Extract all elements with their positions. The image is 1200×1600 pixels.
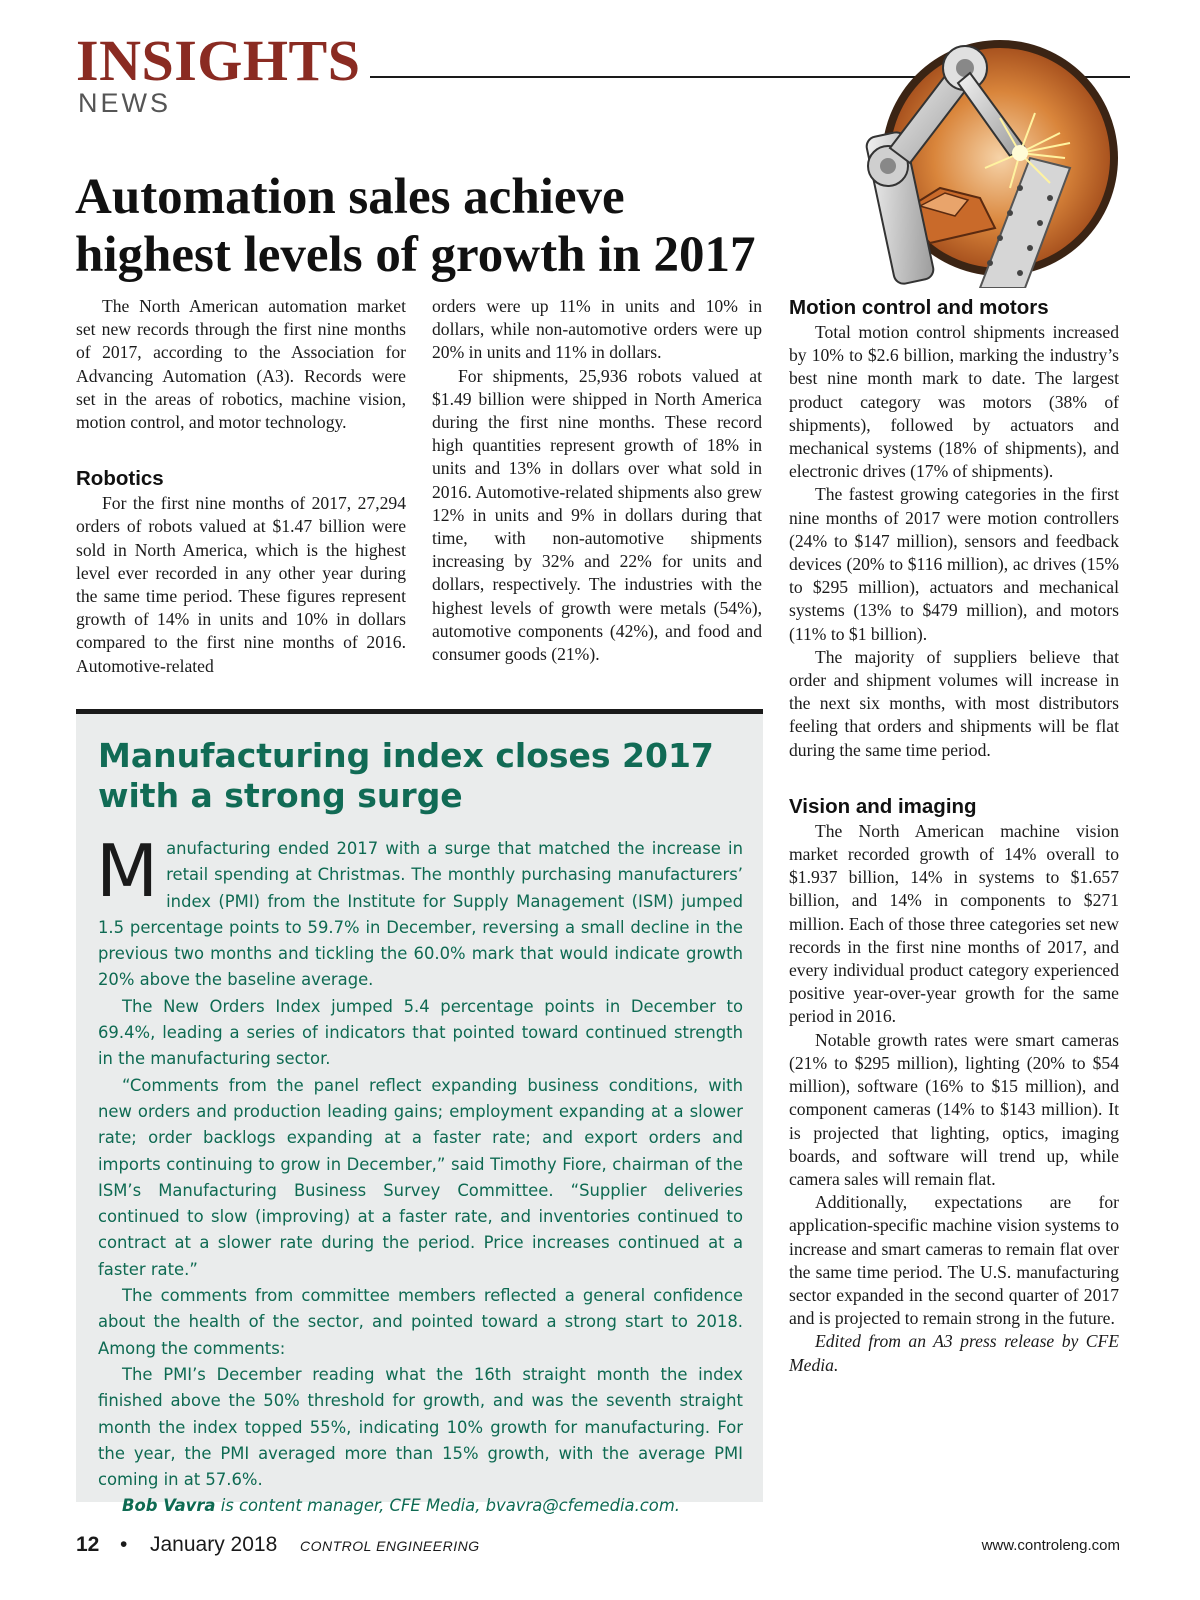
robotics-subhead: Robotics [76, 467, 164, 491]
article-headline [75, 168, 875, 284]
paragraph: For shipments, 25,936 robots valued at $1.49 billion were shipped in North America during the first nine months. These record high quantities represent growth of 18% in units and 13% in dollars over what sold in 2016. Automotive-related shipments also grew 12% in units and 9% in dollars during that time, with non-automotive shipments increasing by 32% and 22% for units and dollars, respectively. The industries with the highest levels of growth were metals (54%), automotive components (42%), and food and consumer goods (21%). [432, 365, 762, 665]
sidebar-body [96, 829, 743, 1520]
footer-bullet: • [120, 1533, 128, 1556]
section-subtitle: NEWS [78, 88, 171, 118]
sidebar-box [76, 709, 763, 1516]
sidebar-title [98, 736, 738, 816]
paragraph: The North American machine vision market recorded growth of 14% overall to $1.937 billion, 14% in systems to $1.657 billion, and 14% in components to $271 million. Each of those three categories set new records in the first nine months of 2017, and every individual product category experienced positive year-over-year growth for the same period in 2016. [789, 820, 1119, 1027]
drop-cap: M [96, 829, 159, 913]
page-number: 12 [76, 1533, 100, 1556]
byline-text: is content manager, CFE Media, bvavra@cfemedia.com. [215, 1496, 681, 1516]
article-column-3 [789, 295, 1119, 1377]
issue-date: January 2018 [150, 1533, 278, 1556]
sidebar-paragraph: The comments from committee members reflected a general confidence about the health of the sector, and pointed toward a strong start to 2018. Among the comments: [98, 1286, 743, 1358]
paragraph: Total motion control shipments increased by 10% to $2.6 billion, marking the industry’s best nine month mark to date. The largest product category was motors (38% of shipments), followed by actuators and mechanical systems (18% of shipments), and electronic drives (17% of shipments). [789, 322, 1119, 482]
vision-imaging-subhead: Vision and imaging [789, 794, 977, 818]
website-link[interactable]: www.controleng.com [981, 1537, 1120, 1554]
robot-welding-illustration [860, 38, 1140, 288]
article-column-1 [76, 295, 406, 678]
section-title: INSIGHTS [76, 28, 361, 93]
sidebar-byline [98, 1493, 743, 1519]
paragraph: The fastest growing categories in the first nine months of 2017 were motion controllers (24% to $147 million), sensors and feedback devices (20% to $116 million), ac drives (15% to $295 million), actuators and mechanical systems (13% to $479 million), and motors (11% to $1 billion). [789, 484, 1119, 644]
motion-control-subhead: Motion control and motors [789, 296, 1049, 319]
paragraph: Additionally, expectations are for application-specific machine vision systems to increase and smart cameras to remain flat over the same time period. The U.S. manufacturing sector expanded in the second quarter of 2017 and is projected to remain strong in the future. [789, 1192, 1119, 1329]
article-column-2 [432, 295, 762, 666]
headline-line-2: highest levels of growth in 2017 [75, 227, 756, 283]
paragraph: For the first nine months of 2017, 27,294 orders of robots valued at $1.47 billion were sold in North America, which is the highest level ever recorded in any other year during the same time period. These figures represent growth of 14% in units and 10% in dollars compared to the first nine months of 2016. Automotive-related [76, 493, 406, 676]
magazine-name: CONTROL ENGINEERING [300, 1538, 480, 1554]
sidebar-paragraph: “Comments from the panel reflect expanding business conditions, with new orders and production leading gains; employment expanding at a slower rate; order backlogs expanding at a faster rate; and export orders and imports continuing to grow in December,” said Timothy Fiore, chairman of the ISM’s Manufacturing Business Survey Committee. “Supplier deliveries continued to slow (improving) at a faster rate, and inventories continued to contract at a slower rate during the period. Price increases continued at a faster rate.” [98, 1075, 743, 1279]
sidebar-title-line-1: Manufacturing index closes 2017 [98, 736, 714, 775]
sidebar-title-line-2: with a strong surge [98, 776, 463, 815]
sidebar-paragraph: Manufacturing ended 2017 with a surge that matched the increase in retail spending at Christmas. The monthly purchasing manufacturers’ index (PMI) from the Institute for Supply Management (ISM) jumped 1.5 percentage points to 59.7% in December, reversing a small decline in the previous two months and tickling the 60.0% mark that would indicate growth 20% above the baseline average. [96, 829, 743, 990]
headline-line-1: Automation sales achieve [75, 169, 625, 225]
sidebar-paragraph: The New Orders Index jumped 5.4 percentage points in December to 69.4%, leading a series of indicators that pointed toward continued strength in the manufacturing sector. [98, 996, 743, 1069]
paragraph: The North American automation market set new records through the first nine months of 2017, according to the Association for Advancing Automation (A3). Records were set in the areas of robotics, machine vision, motion control, and motor technology. [76, 296, 406, 433]
article-credit: Edited from an A3 press release by CFE Media. [789, 1331, 1119, 1375]
paragraph: orders were up 11% in units and 10% in dollars, while non-automotive orders were up 20% in units and 11% in dollars. [432, 296, 762, 363]
paragraph: Notable growth rates were smart cameras (21% to $295 million), lighting (20% to $54 million), software (16% to $15 million), and component cameras (14% to $143 million). It is projected that lighting, optics, imaging boards, and software will trend up, while camera sales will remain flat. [789, 1029, 1119, 1189]
sidebar-paragraph: The PMI’s December reading what the 16th straight month the index finished above the 50% threshold for growth, and was the seventh straight month the index topped 55%, indicating 10% growth for manufacturing. For the year, the PMI averaged more than 15% growth, with the average PMI coming in at 57.6%. [98, 1364, 743, 1490]
paragraph: The majority of suppliers believe that order and shipment volumes will increase in the next six months, with most distributors feeling that orders and shipments will be flat during the same time period. [789, 646, 1119, 760]
byline-author: Bob Vavra [122, 1496, 216, 1516]
